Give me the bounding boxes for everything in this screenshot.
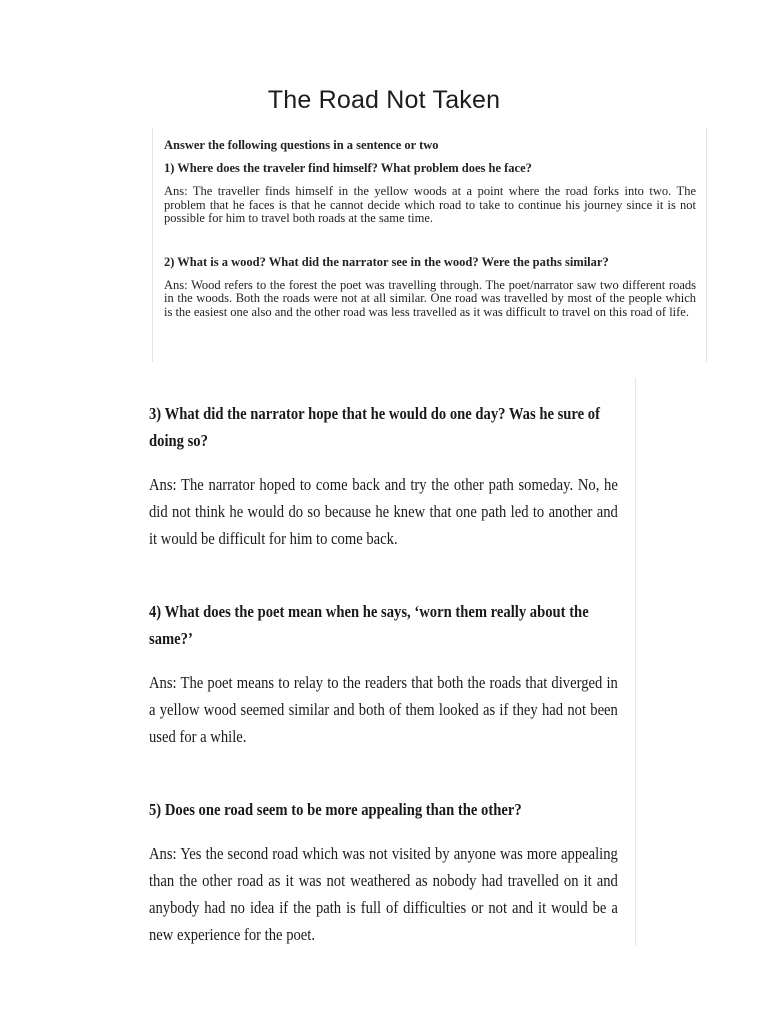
question-3: 3) What did the narrator hope that he would do one day? Was he sure of doing so?: [149, 404, 600, 450]
answer-2: Ans: Wood refers to the forest the poet was travelling through. The poet/narrator saw two different roads in the woods. Both the roads were not at all similar. One road was travelled by most of the people which is the easiest one also and the other road was less travelled as it was difficult to travel on this road of life.: [164, 277, 696, 319]
scanned-image-questions-1-2: [152, 128, 707, 362]
scanned-image-questions-3-5: [134, 378, 636, 946]
question-2: 2) What is a wood? What did the narrator see in the wood? Were the paths similar?: [164, 254, 609, 269]
question-5: 5) Does one road seem to be more appealing than the other?: [149, 800, 522, 819]
page-title: The Road Not Taken: [267, 86, 501, 114]
answer-3: Ans: The narrator hoped to come back and try the other path someday. No, he did not think he would do so because he knew that one path led to another and it would be difficult for him to come back.: [149, 475, 618, 548]
question-4: 4) What does the poet mean when he says, ‘worn them really about the same?’: [149, 602, 589, 648]
instructions-heading: Answer the following questions in a sentence or two: [164, 138, 439, 152]
answer-4: Ans: The poet means to relay to the readers that both the roads that diverged in a yellow wood seemed similar and both of them looked as if they had not been used for a while.: [149, 673, 618, 746]
answer-5: Ans: Yes the second road which was not visited by anyone was more appealing than the other road as it was not weathered as nobody had travelled on it and anybody had no idea if the path is full of difficulties or not and it would be a new experience for the poet.: [149, 844, 618, 944]
question-1: 1) Where does the traveler find himself? What problem does he face?: [164, 161, 532, 175]
answer-1: Ans: The traveller finds himself in the yellow woods at a point where the road forks into two. The problem that he faces is that he cannot decide which road to take to continue his journey since it is not possible for him to travel both roads at the same time.: [164, 184, 696, 225]
